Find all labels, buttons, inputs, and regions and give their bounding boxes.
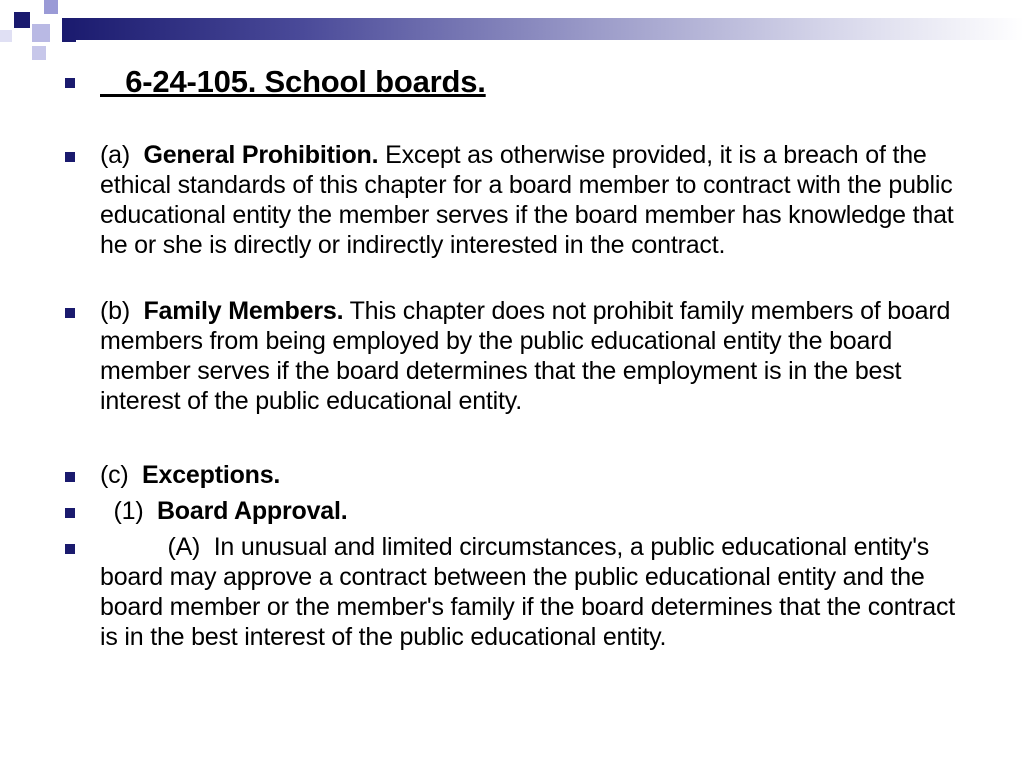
paragraph-prefix: (A) xyxy=(100,533,214,561)
bullet-icon xyxy=(65,472,75,482)
bullet-icon xyxy=(65,78,75,88)
slide-title: 6-24-105. School boards. xyxy=(100,64,486,99)
decor-square xyxy=(0,30,12,42)
paragraph-heading: General Prohibition. xyxy=(143,141,379,169)
paragraph-prefix: (b) xyxy=(100,297,144,325)
paragraph-prefix: (1) xyxy=(100,497,157,525)
decor-square xyxy=(32,46,46,60)
paragraph-c1 xyxy=(62,496,972,526)
paragraph-c1a xyxy=(62,532,972,652)
paragraph-heading: Exceptions. xyxy=(142,461,281,489)
paragraph-b xyxy=(62,296,972,416)
bullet-icon xyxy=(65,544,75,554)
bullet-icon xyxy=(65,508,75,518)
decor-square xyxy=(14,12,30,28)
bullet-icon xyxy=(65,308,75,318)
paragraph-body: This chapter does not prohibit family members of board members from being employed by the public educational entity the board member serves if the board determines that the employment is in the best interest of the public educational entity. xyxy=(100,297,951,415)
header-gradient-bar xyxy=(62,18,1024,40)
paragraph-heading: Board Approval. xyxy=(156,497,348,525)
slide-title-item xyxy=(62,62,972,102)
paragraph-c xyxy=(62,460,972,490)
paragraph-a xyxy=(62,140,972,260)
decor-square xyxy=(32,24,50,42)
paragraph-prefix: (c) xyxy=(100,461,143,489)
paragraph-heading: Family Members. xyxy=(143,297,344,325)
paragraph-prefix: (a) xyxy=(100,141,144,169)
slide-content xyxy=(62,62,972,652)
paragraph-body: Except as otherwise provided, it is a breach of the ethical standards of this chapter for a board member to contract with the public educational entity the member serves if the board member has knowledge that he or she is directly or indirectly interested in the contract. xyxy=(100,141,954,259)
paragraph-body: In unusual and limited circumstances, a public educational entity's board may approve a contract between the public educational entity and the board member or the member's family if the board determines that the contract is in the best interest of the public educational entity. xyxy=(100,533,956,651)
bullet-icon xyxy=(65,152,75,162)
decor-square xyxy=(44,0,58,14)
